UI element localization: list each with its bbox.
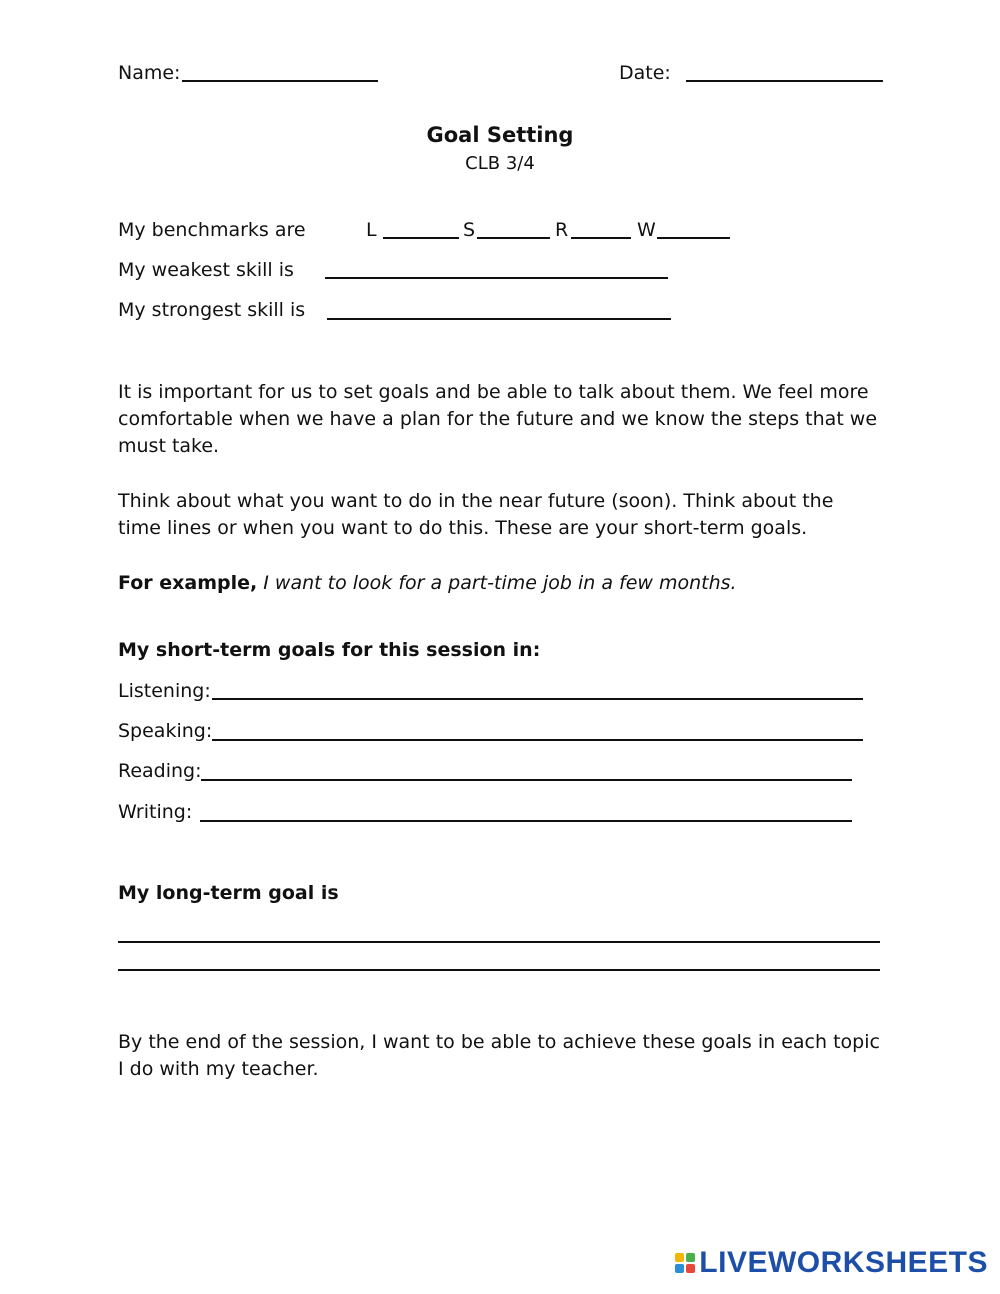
speaking-label: Speaking: [118, 720, 213, 742]
benchmark-r-label: R [555, 219, 569, 241]
benchmark-l-field[interactable] [383, 237, 459, 239]
short-term-heading: My short-term goals for this session in: [118, 639, 541, 661]
page-subtitle: CLB 3/4 [465, 153, 535, 174]
strongest-skill-field[interactable] [327, 318, 671, 320]
benchmark-w-label: W [637, 219, 656, 241]
liveworksheets-logo [675, 1246, 988, 1280]
long-term-heading: My long-term goal is [118, 882, 339, 904]
reading-label: Reading: [118, 760, 202, 782]
name-label: Name: [118, 62, 181, 84]
benchmark-s-label: S [463, 219, 476, 241]
listening-label: Listening: [118, 680, 211, 702]
name-field[interactable] [182, 80, 378, 82]
long-term-field-1[interactable] [118, 941, 880, 943]
writing-label: Writing: [118, 801, 193, 823]
long-term-field-2[interactable] [118, 969, 880, 971]
benchmark-r-field[interactable] [571, 237, 631, 239]
speaking-field[interactable] [212, 739, 863, 741]
logo-grid-icon [675, 1253, 695, 1273]
example-line [118, 570, 878, 597]
benchmark-w-field[interactable] [657, 237, 730, 239]
benchmark-l-label: L [366, 219, 377, 241]
intro-paragraph-1: It is important for us to set goals and be able to talk about them. We feel more comfortable when we have a plan for the future and we know the steps that we must take. [118, 381, 878, 457]
weakest-skill-field[interactable] [325, 277, 668, 279]
logo-text: LIVEWORKSHEETS [699, 1246, 988, 1279]
date-field[interactable] [686, 80, 883, 82]
strongest-skill-label: My strongest skill is [118, 299, 306, 321]
reading-field[interactable] [201, 779, 852, 781]
page-title: Goal Setting [426, 123, 574, 147]
intro-paragraph-2: Think about what you want to do in the near future (soon). Think about the time lines or when you want to do this. These are your short-term goals. [118, 490, 834, 539]
writing-field[interactable] [200, 820, 852, 822]
listening-field[interactable] [212, 698, 863, 700]
date-label: Date: [619, 62, 671, 84]
example-label: For example, [118, 572, 258, 594]
benchmark-s-field[interactable] [477, 237, 550, 239]
benchmarks-label: My benchmarks are [118, 219, 306, 241]
closing-paragraph: By the end of the session, I want to be able to achieve these goals in each topic I do with my teacher. [118, 1031, 880, 1080]
example-text: I want to look for a part-time job in a few months. [263, 572, 737, 594]
weakest-skill-label: My weakest skill is [118, 259, 294, 281]
